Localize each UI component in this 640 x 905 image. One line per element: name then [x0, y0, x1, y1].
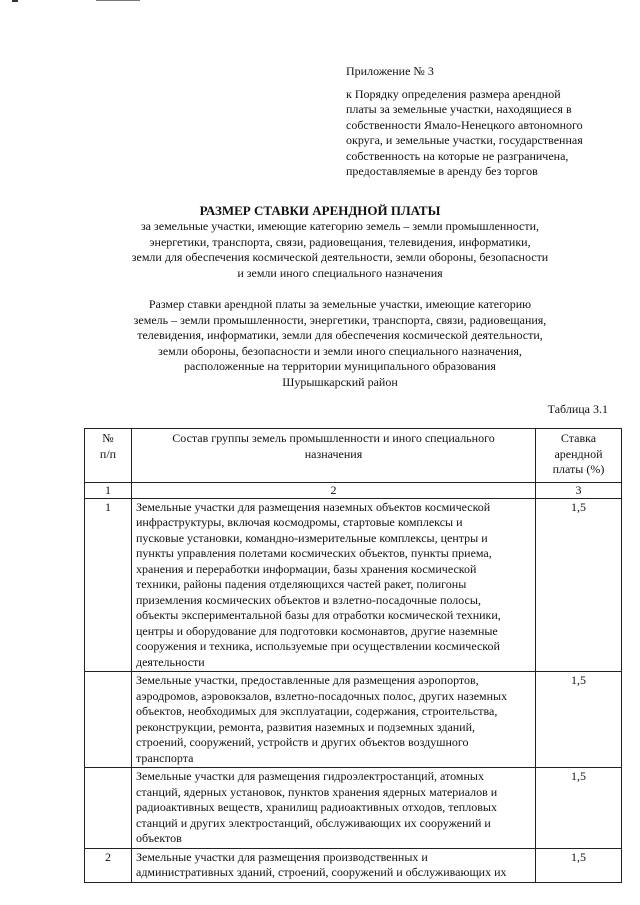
subtitle-line: за земельные участки, имеющие категорию земель – земли промышленности, — [140, 219, 540, 233]
row-line: объектов — [136, 831, 182, 845]
rates-table — [84, 428, 622, 883]
header-rate-line: Ставка — [560, 431, 597, 445]
row-line: административных зданий, строений, сооружений и обслуживающих их — [136, 865, 507, 879]
scan-edge-line — [96, 0, 140, 2]
appendix-line: округа, и земельные участки, государственная — [346, 133, 583, 147]
header-rate — [536, 429, 622, 483]
row-rate: 1,5 — [536, 672, 622, 768]
document-subtitle — [100, 219, 580, 281]
appendix-line: собственность на которые не разграничена, — [346, 148, 569, 163]
row-line: радиоактивных веществ, хранилищ радиоактивных отходов, тепловых — [136, 800, 497, 814]
column-index: 1 — [85, 482, 132, 498]
row-line: приземления космических объектов и взлетно-посадочные полосы, — [136, 592, 481, 607]
row-line: инфраструктуры, включая космодромы, стартовые комплексы и — [136, 515, 463, 529]
column-index-row — [85, 482, 622, 498]
row-line: Земельные участки, предоставленные для размещения аэропортов, — [136, 673, 479, 687]
rate-description-line: земли обороны, безопасности и земли иного специального назначения, — [158, 343, 522, 358]
appendix-line: к Порядку определения размера арендной — [346, 86, 561, 101]
appendix-line: собственности Ямало-Ненецкого автономного — [346, 117, 583, 132]
column-index: 3 — [536, 482, 622, 498]
row-line: реконструкции, ремонта, развития наземных и подземных зданий, — [136, 719, 476, 734]
header-composition — [132, 429, 536, 483]
rate-description-line: Шурышкарский район — [282, 374, 398, 389]
row-line: техники, районы падения отделяющихся частей ракет, полигоны — [136, 577, 467, 591]
row-rate: 1,5 — [536, 498, 622, 672]
header-rate-line: арендной — [554, 446, 603, 461]
row-line: хранения и переработки информации, базы хранения космической — [136, 561, 477, 576]
row-number — [85, 768, 132, 849]
row-number — [85, 672, 132, 768]
row-line: центры и оборудование для подготовки космонавтов, другие наземные — [136, 623, 498, 638]
rate-description-line: земель – земли промышленности, энергетики, транспорта, связи, радиовещания, — [133, 312, 547, 327]
row-line: Земельные участки для размещения гидроэлектростанций, атомных — [136, 769, 484, 783]
subtitle-line: энергетики, транспорта, связи, радиовещания, телевидения, информатики, — [149, 234, 531, 249]
row-line: строений, сооружений, устройств и других объектов воздушного — [136, 735, 469, 749]
row-rate: 1,5 — [536, 768, 622, 849]
row-number: 2 — [85, 848, 132, 882]
header-composition-line: Состав группы земель промышленности и иного специального — [172, 431, 495, 445]
row-line: Земельные участки для размещения наземных объектов космической — [136, 499, 491, 514]
rate-description-line: телевидения, информатики, земли для обеспечения космической деятельности, — [137, 328, 543, 342]
header-rate-line: платы (%) — [552, 462, 605, 476]
header-number — [85, 429, 132, 483]
row-line: транспорта — [136, 750, 194, 765]
column-index: 2 — [132, 482, 536, 498]
header-composition-line: назначения — [304, 446, 363, 461]
row-line: станций, ядерных установок, пунктов хранения ядерных материалов и — [136, 784, 498, 799]
row-line: станций и других электростанций, обслуживающих их сооружений и — [136, 815, 491, 830]
row-line: аэродромов, аэровокзалов, взлетно-посадочных полос, других наземных — [136, 688, 508, 703]
rate-description — [100, 297, 580, 390]
table-row — [85, 672, 622, 768]
table-row — [85, 768, 622, 849]
table-row — [85, 498, 622, 672]
rate-description-line: Размер ставки арендной платы за земельные участки, имеющие категорию — [148, 297, 532, 311]
header-number-line: № — [102, 431, 114, 445]
row-description — [132, 672, 536, 768]
row-description — [132, 848, 536, 882]
appendix-block — [346, 64, 616, 180]
table-header-row — [85, 429, 622, 483]
scan-mark — [12, 0, 18, 2]
subtitle-line: и земли иного специального назначения — [237, 265, 443, 280]
document-title: РАЗМЕР СТАВКИ АРЕНДНОЙ ПЛАТЫ — [199, 203, 441, 218]
row-line: деятельности — [136, 654, 205, 669]
row-number: 1 — [85, 498, 132, 672]
row-line: пункты управления полетами космических объектов, пункты приема, — [136, 546, 492, 560]
row-line: сооружения и техника, используемые при осуществлении космической — [136, 639, 500, 653]
row-line: пусковые установки, командно-измерительные комплексы, центры и — [136, 530, 488, 545]
subtitle-line: земли для обеспечения космической деятельности, земли обороны, безопасности — [131, 250, 549, 264]
rate-description-line: расположенные на территории муниципального образования — [184, 359, 496, 373]
row-description — [132, 768, 536, 849]
row-line: объекты экспериментальной базы для отработки космической техники, — [136, 608, 501, 622]
row-description — [132, 498, 536, 672]
table-label: Таблица 3.1 — [547, 402, 608, 416]
appendix-number: Приложение № 3 — [346, 64, 434, 78]
row-line: Земельные участки для размещения производственных и — [136, 849, 428, 864]
table-row — [85, 848, 622, 882]
row-line: объектов, необходимых для эксплуатации, содержания, строительства, — [136, 704, 498, 718]
appendix-line: платы за земельные участки, находящиеся в — [346, 102, 572, 116]
header-number-line: п/п — [99, 446, 117, 461]
appendix-line: предоставляемые в аренду без торгов — [346, 164, 538, 178]
row-rate: 1,5 — [536, 848, 622, 882]
